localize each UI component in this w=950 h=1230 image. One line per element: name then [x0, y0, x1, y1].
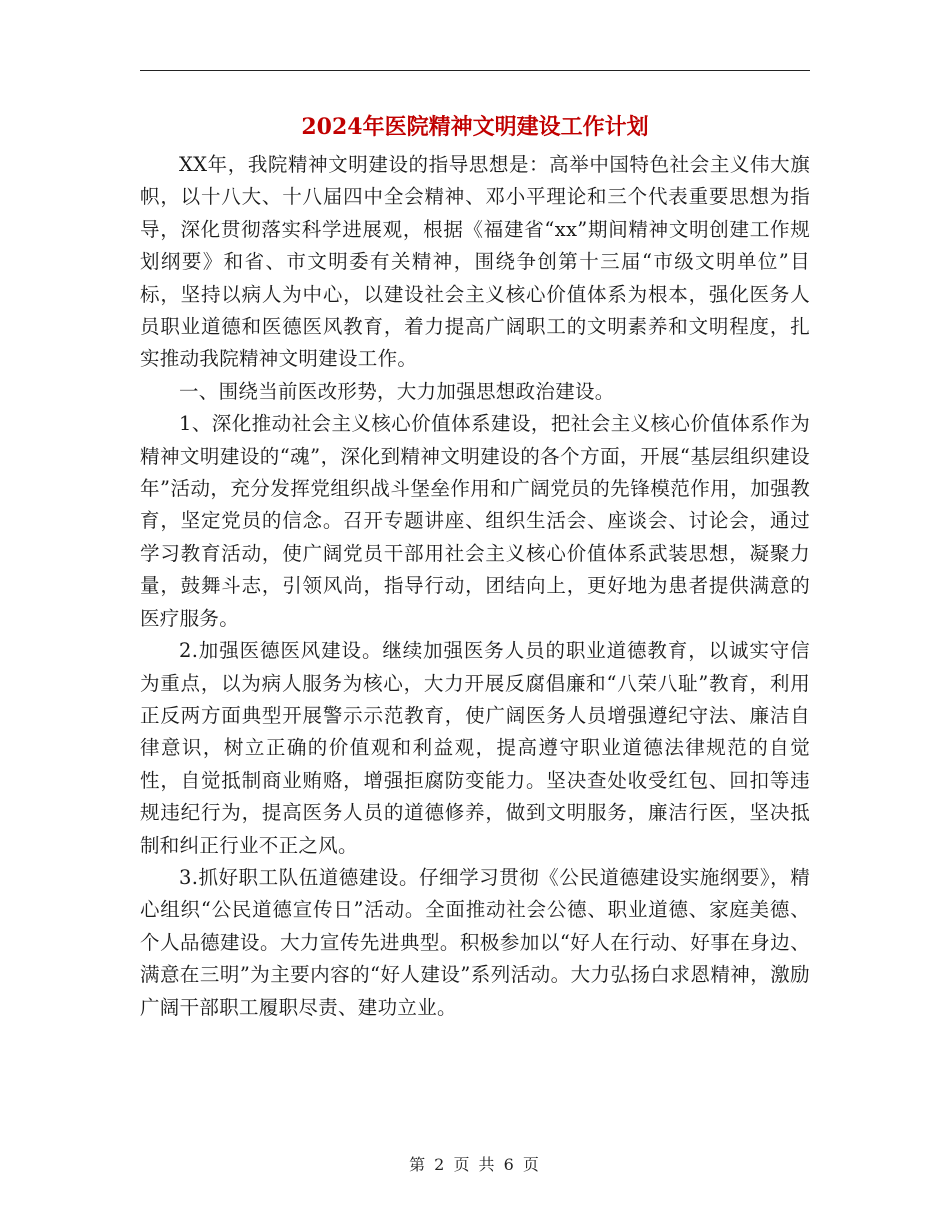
paragraph-intro: XX年，我院精神文明建设的指导思想是：高举中国特色社会主义伟大旗帜，以十八大、十八届四中全会精神、邓小平理论和三个代表重要思想为指导，深化贯彻落实科学进展观，根据《福建省“xx”期间精神文明创建工作规划纲要》和省、市文明委有关精神，围绕争创第十三届“市级文明单位”目标，坚持以病人为中心，以建设社会主义核心价值体系为根本，强化医务人员职业道德和医德医风教育，着力提高广阔职工的文明素养和文明程度，扎实推动我院精神文明建设工作。: [140, 153, 810, 371]
paragraph-section-heading: 一、围绕当前医改形势，大力加强思想政治建设。: [179, 379, 615, 403]
document-body: [140, 149, 810, 1024]
document-title: 2024年医院精神文明建设工作计划: [301, 114, 649, 140]
paragraph-item-2: 2.加强医德医风建设。继续加强医务人员的职业道德教育，以诚实守信为重点，以为病人服务为核心，大力开展反腐倡廉和“八荣八耻”教育，利用正反两方面典型开展警示示范教育，使广阔医务人员增强遵纪守法、廉洁自律意识，树立正确的价值观和利益观，提高遵守职业道德法律规范的自觉性，自觉抵制商业贿赂，增强拒腐防变能力。坚决查处收受红包、回扣等违规违纪行为，提高医务人员的道德修养，做到文明服务，廉洁行医，坚决抵制和纠正行业不正之风。: [140, 639, 810, 857]
paragraph-item-3: 3.抓好职工队伍道德建设。仔细学习贯彻《公民道德建设实施纲要》，精心组织“公民道德宣传日”活动。全面推动社会公德、职业道德、家庭美德、个人品德建设。大力宣传先进典型。积极参加以“好人在行动、好事在身边、满意在三明”为主要内容的“好人建设”系列活动。大力弘扬白求恩精神，激励广阔干部职工履职尽责、建功立业。: [140, 865, 810, 1019]
page-number-footer: 第 2 页 共 6 页: [409, 1155, 541, 1174]
header-rule: [140, 70, 810, 71]
paragraph-item-1: 1、深化推动社会主义核心价值体系建设，把社会主义核心价值体系作为精神文明建设的“魂”，深化到精神文明建设的各个方面，开展“基层组织建设年”活动，充分发挥党组织战斗堡垒作用和广阔党员的先锋模范作用，加强教育，坚定党员的信念。召开专题讲座、组织生活会、座谈会、讨论会，通过学习教育活动，使广阔党员干部用社会主义核心价值体系武装思想，凝聚力量，鼓舞斗志，引领风尚，指导行动，团结向上，更好地为患者提供满意的医疗服务。: [140, 412, 810, 630]
